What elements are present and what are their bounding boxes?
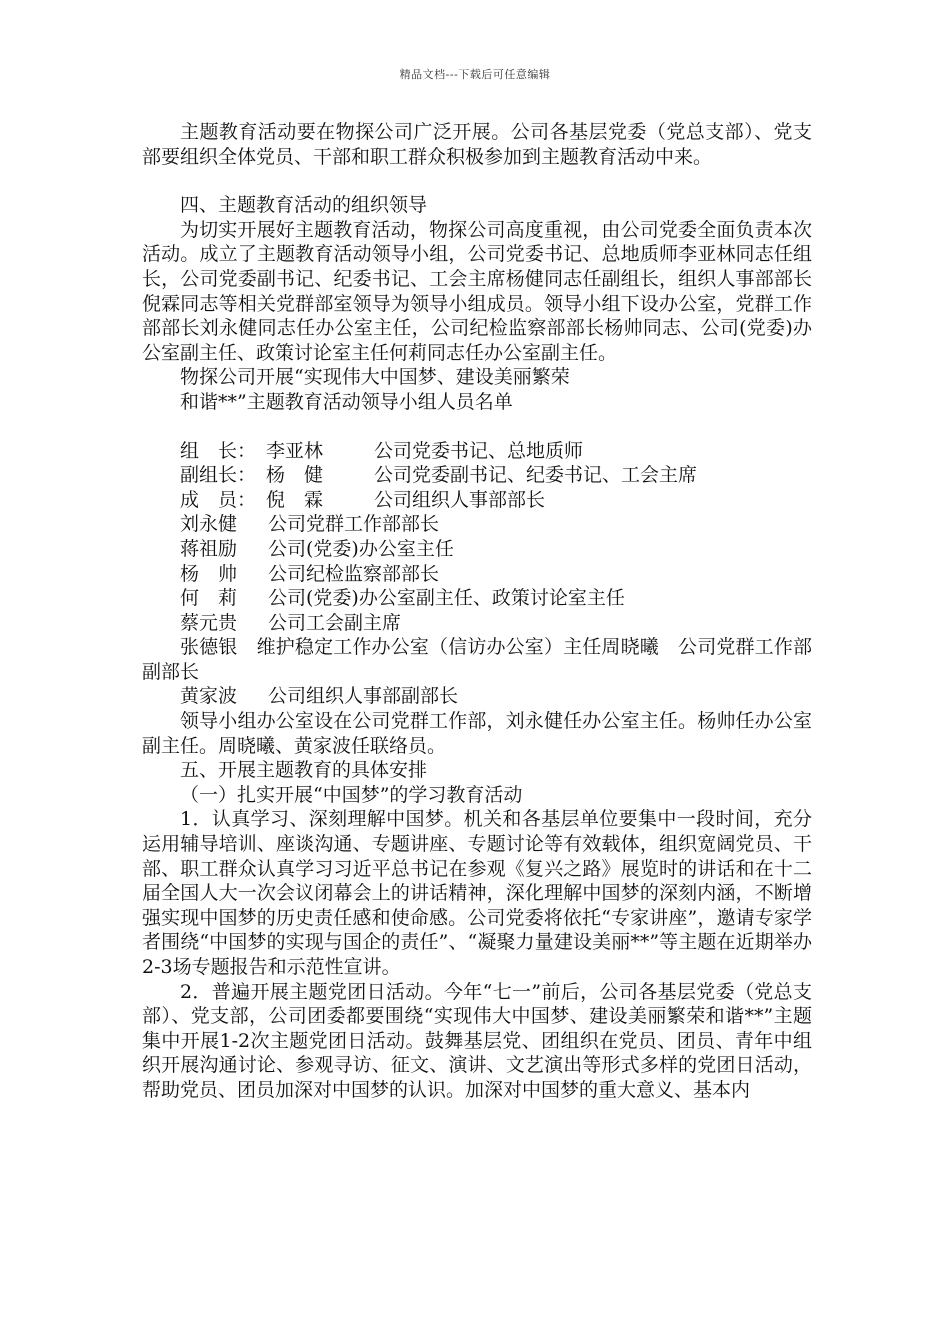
member-row [142, 684, 812, 709]
member-row [142, 537, 812, 562]
section3-paragraph: 主题教育活动要在物探公司广泛开展。公司各基层党委（党总支部）、党支部要组织全体党员、干部和职工群众积极参加到主题教育活动中来。 [142, 121, 812, 168]
member-name: 何 莉 [180, 587, 238, 610]
section4-heading: 四、主题教育活动的组织领导 [180, 194, 428, 217]
member-row [142, 512, 812, 537]
list-title-line-2: 和谐**”主题教育活动领导小组人员名单 [180, 390, 513, 413]
roster-duty: 公司党委副书记、纪委书记、工会主席 [374, 464, 698, 487]
roster-duty: 公司组织人事部部长 [374, 488, 546, 511]
section5-item-2: 2．普遍开展主题党团日活动。今年“七一”前后，公司各基层党委（党总支部）、党支部，公司团委都要围绕“实现伟大中国梦、建设美丽繁荣和谐**”主题集中开展1-2次主题党团日活动。鼓舞基层党、团组织在党员、团员、青年中组织开展沟通讨论、参观寻访、征文、演讲、文艺演出等形式多样的党团日活动，帮助党员、团员加深对中国梦的认识。加深对中国梦的重大意义、基本内 [142, 980, 812, 1101]
member-name: 蒋祖励 [180, 537, 238, 560]
member-duty: 公司工会副主席 [268, 611, 402, 634]
member-name: 杨 帅 [180, 562, 238, 585]
member-row [142, 586, 812, 611]
document-body [142, 120, 812, 1103]
spacer [142, 169, 812, 193]
section5-heading: 五、开展主题教育的具体安排 [180, 759, 428, 782]
roster-name: 倪 霖 [266, 488, 324, 511]
roster-name: 李亚林 [266, 439, 324, 462]
list-title-line-1: 物探公司开展“实现伟大中国梦、建设美丽繁荣 [180, 366, 570, 389]
roster-row [142, 463, 812, 488]
member-name: 蔡元贵 [180, 611, 238, 634]
member-name: 刘永健 [180, 513, 238, 536]
member-duty: 公司组织人事部副部长 [268, 685, 459, 708]
office-note: 领导小组办公室设在公司党群工作部，刘永健任办公室主任。杨帅任办公室副主任。周晓曦、黄家波任联络员。 [142, 710, 812, 757]
member-duty: 公司党群工作部部长 [268, 513, 440, 536]
page-header: 精品文档---下载后可任意编辑 [399, 68, 551, 81]
roster-role: 成 员： [180, 488, 257, 511]
member-row [142, 611, 812, 636]
member-name: 黄家波 [180, 685, 238, 708]
spacer [142, 415, 812, 439]
member-duty: 公司(党委)办公室副主任、政策讨论室主任 [268, 587, 625, 610]
section5-item-1: 1．认真学习、深刻理解中国梦。机关和各基层单位要集中一段时间，充分运用辅导培训、座谈沟通、专题讲座、专题讨论等有效载体，组织宽阔党员、干部、职工群众认真学习习近平总书记在参观《复兴之路》展览时的讲话和在十二届全国人大一次会议闭幕会上的讲话精神，深化理解中国梦的深刻内涵，不断增强实现中国梦的历史责任感和使命感。公司党委将依托“专家讲座”，邀请专家学者围绕“中国梦的实现与国企的责任”、“凝聚力量建设美丽**”等主题在近期举办2-3场专题报告和示范性宣讲。 [142, 808, 812, 978]
member-row [142, 562, 812, 587]
section5-subheading: （一）扎实开展“中国梦”的学习教育活动 [180, 783, 523, 806]
roster-role: 副组长： [180, 464, 257, 487]
roster-row [142, 439, 812, 464]
roster-row [142, 488, 812, 513]
roster-duty: 公司党委书记、总地质师 [374, 439, 584, 462]
member-row-wrapped: 张德银 维护稳定工作办公室（信访办公室）主任周晓曦 公司党群工作部副部长 [142, 636, 812, 683]
leader-roster [142, 439, 812, 513]
member-duty: 公司(党委)办公室主任 [268, 537, 454, 560]
roster-name: 杨 健 [266, 464, 324, 487]
section4-paragraph: 为切实开展好主题教育活动，物探公司高度重视，由公司党委全面负责本次活动。成立了主题教育活动领导小组，公司党委书记、总地质师李亚林同志任组长，公司党委副书记、纪委书记、工会主席杨健同志任副组长，组织人事部部长倪霖同志等相关党群部室领导为领导小组成员。领导小组下设办公室，党群工作部部长刘永健同志任办公室主任，公司纪检监察部部长杨帅同志、公司(党委)办公室副主任、政策讨论室主任何莉同志任办公室副主任。 [142, 218, 812, 364]
roster-role: 组 长： [180, 439, 257, 462]
member-duty: 公司纪检监察部部长 [268, 562, 440, 585]
